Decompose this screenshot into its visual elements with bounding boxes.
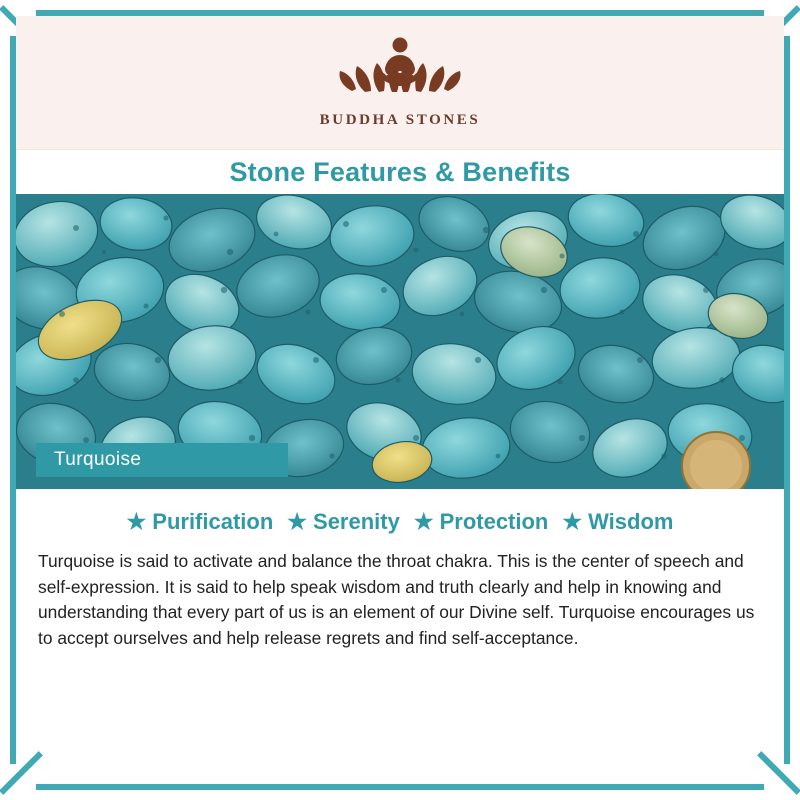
title-band <box>16 149 784 194</box>
benefit-item-protection <box>414 509 549 535</box>
benefit-item-purification <box>127 509 274 535</box>
benefit-item-wisdom <box>562 509 673 535</box>
benefit-item-serenity <box>287 509 400 535</box>
turquoise-stones-photo <box>16 194 784 489</box>
benefit-label: Serenity <box>313 509 400 534</box>
frame-border-bottom <box>10 784 790 790</box>
brand-logo <box>320 28 481 129</box>
star-icon: ★ <box>562 509 583 534</box>
benefit-label: Protection <box>439 509 549 534</box>
page-title: Stone Features & Benefits <box>229 156 571 187</box>
stone-name-label: Turquoise <box>36 443 288 477</box>
frame-border-right <box>784 10 790 790</box>
star-icon: ★ <box>287 509 308 534</box>
brand-name: BUDDHA STONES <box>319 112 481 128</box>
lotus-meditation-figure-icon <box>332 28 468 106</box>
benefit-label: Purification <box>152 509 274 534</box>
description-text: Turquoise is said to activate and balance the throat chakra. This is the center of speech and self-expression. It is said to help speak wisdom and truth clearly and help in knowing and understanding that every part of us is an element of our Divine self. Turquoise encourages us to accept ourselves and help release regrets and find self-acceptance. <box>38 551 755 648</box>
content-area <box>16 16 784 784</box>
bottom-spacer <box>16 651 784 691</box>
benefits-list <box>16 489 784 543</box>
benefit-label: Wisdom <box>588 509 674 534</box>
header <box>16 16 784 194</box>
star-icon: ★ <box>413 509 434 534</box>
star-icon: ★ <box>126 509 147 534</box>
